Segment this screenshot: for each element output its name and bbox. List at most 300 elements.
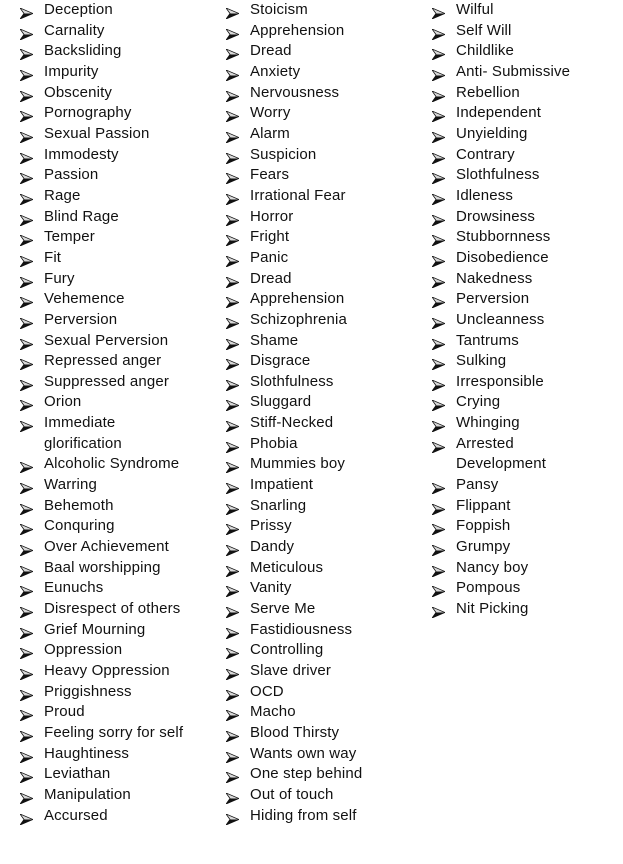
list-item-label: Perversion <box>44 310 118 328</box>
list-item-label: Tantrums <box>456 331 519 349</box>
arrowhead-bullet-icon <box>432 253 445 264</box>
arrowhead-bullet-icon <box>226 604 239 615</box>
list-item-label: Oppression <box>44 641 123 659</box>
arrowhead-bullet-icon <box>432 418 445 429</box>
list-item-label: Vanity <box>250 579 292 597</box>
list-item <box>432 83 622 104</box>
list-item <box>20 372 220 393</box>
list-item <box>20 207 220 228</box>
arrowhead-bullet-icon <box>20 563 33 574</box>
arrowhead-bullet-icon <box>432 129 445 140</box>
arrowhead-bullet-icon <box>20 397 33 408</box>
arrowhead-bullet-icon <box>226 294 239 305</box>
list-item-label: Apprehension <box>250 290 345 308</box>
list-item <box>20 558 220 579</box>
list-item <box>20 806 220 827</box>
arrowhead-bullet-icon <box>432 480 445 491</box>
arrowhead-bullet-icon <box>432 191 445 202</box>
list-item <box>226 454 426 475</box>
arrowhead-bullet-icon <box>20 749 33 760</box>
arrowhead-bullet-icon <box>226 707 239 718</box>
list-item <box>226 165 426 186</box>
list-item <box>432 578 622 599</box>
list-item <box>432 599 622 620</box>
list-item <box>226 351 426 372</box>
list-item <box>20 578 220 599</box>
list-item-label: Leviathan <box>44 765 111 783</box>
arrowhead-bullet-icon <box>20 645 33 656</box>
arrowhead-bullet-icon <box>20 253 33 264</box>
list-item-label: Suspicion <box>250 145 317 163</box>
list-item-label: Obscenity <box>44 83 113 101</box>
list-item <box>226 434 426 455</box>
arrowhead-bullet-icon <box>20 625 33 636</box>
arrowhead-bullet-icon <box>20 315 33 326</box>
list-item-label: Childlike <box>456 42 515 60</box>
list-item <box>432 41 622 62</box>
list-item <box>226 806 426 827</box>
list-item <box>20 351 220 372</box>
list-item-label: Slothfulness <box>250 372 334 390</box>
arrowhead-bullet-icon <box>226 397 239 408</box>
arrowhead-bullet-icon <box>226 356 239 367</box>
list-item <box>20 41 220 62</box>
list-item <box>226 392 426 413</box>
list-item <box>226 785 426 806</box>
list-item <box>226 744 426 765</box>
arrowhead-bullet-icon <box>20 212 33 223</box>
arrowhead-bullet-icon <box>20 377 33 388</box>
arrowhead-bullet-icon <box>20 418 33 429</box>
list-item <box>20 83 220 104</box>
list-item-label: Snarling <box>250 496 307 514</box>
arrowhead-bullet-icon <box>226 811 239 822</box>
arrowhead-bullet-icon <box>226 336 239 347</box>
list-item-label: Immodesty <box>44 145 119 163</box>
arrowhead-bullet-icon <box>432 315 445 326</box>
arrowhead-bullet-icon <box>432 604 445 615</box>
list-item <box>226 0 426 21</box>
list-item <box>20 103 220 124</box>
list-item <box>20 227 220 248</box>
arrowhead-bullet-icon <box>20 811 33 822</box>
list-item-label: Apprehension <box>250 21 345 39</box>
list-item-label: Shame <box>250 331 299 349</box>
list-item-label: Out of touch <box>250 785 334 803</box>
arrowhead-bullet-icon <box>20 542 33 553</box>
list-item-label: Panic <box>250 248 289 266</box>
arrowhead-bullet-icon <box>20 88 33 99</box>
arrowhead-bullet-icon <box>432 294 445 305</box>
list-item <box>20 599 220 620</box>
arrowhead-bullet-icon <box>226 542 239 553</box>
list-item-label: Alcoholic Syndrome <box>44 455 180 473</box>
list-item-label: Serve Me <box>250 600 316 618</box>
list-item <box>20 145 220 166</box>
list-item <box>20 475 220 496</box>
arrowhead-bullet-icon <box>226 191 239 202</box>
list-item <box>432 310 622 331</box>
arrowhead-bullet-icon <box>432 150 445 161</box>
list-item <box>20 165 220 186</box>
arrowhead-bullet-icon <box>226 728 239 739</box>
arrowhead-bullet-icon <box>432 88 445 99</box>
list-item-label: Disrespect of others <box>44 600 181 618</box>
list-item <box>20 785 220 806</box>
arrowhead-bullet-icon <box>432 108 445 119</box>
list-item-label: Impurity <box>44 62 99 80</box>
arrowhead-bullet-icon <box>226 5 239 16</box>
arrowhead-bullet-icon <box>226 439 239 450</box>
list-item-label: Grumpy <box>456 538 511 556</box>
list-item-label: Pompous <box>456 579 521 597</box>
list-item-label: Heavy Oppression <box>44 662 170 679</box>
arrowhead-bullet-icon <box>226 315 239 326</box>
list-item-label: Over Achievement <box>44 538 169 556</box>
list-item <box>20 248 220 269</box>
arrowhead-bullet-icon <box>20 707 33 718</box>
list-item <box>226 682 426 703</box>
list-item <box>20 331 220 352</box>
list-item-label: Grief Mourning <box>44 620 146 638</box>
list-item <box>226 578 426 599</box>
arrowhead-bullet-icon <box>432 274 445 285</box>
arrowhead-bullet-icon <box>226 46 239 57</box>
arrowhead-bullet-icon <box>20 356 33 367</box>
list-item-label: Foppish <box>456 517 511 535</box>
list-item-label: Phobia <box>250 434 298 452</box>
list-item-label: Blind Rage <box>44 207 119 225</box>
list-item-label: Idleness <box>456 186 514 204</box>
list-item-label: Impatient <box>250 476 314 494</box>
list-item <box>226 413 426 434</box>
list-item-label: Slave driver <box>250 662 331 679</box>
arrowhead-bullet-icon <box>432 5 445 16</box>
arrowhead-bullet-icon <box>226 563 239 574</box>
list-item-label: Nit Picking <box>456 600 529 618</box>
list-item-label: Stubbornness <box>456 228 551 246</box>
arrowhead-bullet-icon <box>20 604 33 615</box>
arrowhead-bullet-icon <box>432 521 445 532</box>
arrowhead-bullet-icon <box>226 212 239 223</box>
list-item <box>432 269 622 290</box>
arrowhead-bullet-icon <box>20 170 33 181</box>
list-item-label: Immediate glorification <box>44 414 122 452</box>
list-item-label: Prissy <box>250 517 292 535</box>
list-item <box>226 516 426 537</box>
arrowhead-bullet-icon <box>226 480 239 491</box>
arrowhead-bullet-icon <box>20 67 33 78</box>
list-item <box>432 62 622 83</box>
list-item <box>226 186 426 207</box>
list-item <box>432 558 622 579</box>
arrowhead-bullet-icon <box>20 769 33 780</box>
arrowhead-bullet-icon <box>20 521 33 532</box>
arrowhead-bullet-icon <box>20 501 33 512</box>
list-item-label: Crying <box>456 393 501 411</box>
arrowhead-bullet-icon <box>20 150 33 161</box>
list-item-label: Irresponsible <box>456 372 544 390</box>
list-item-label: Independent <box>456 104 542 122</box>
list-item <box>226 207 426 228</box>
list-item-label: Disgrace <box>250 352 311 370</box>
arrowhead-bullet-icon <box>226 108 239 119</box>
list-column-3 <box>432 0 622 620</box>
arrowhead-bullet-icon <box>432 583 445 594</box>
list-item <box>20 454 220 475</box>
list-item <box>20 764 220 785</box>
list-item <box>20 682 220 703</box>
list-item-label: Stiff-Necked <box>250 414 334 432</box>
list-item-label: Carnality <box>44 21 105 39</box>
list-column-2 <box>226 0 426 826</box>
list-item-label: Warring <box>44 476 98 494</box>
list-item <box>432 124 622 145</box>
list-item-label: Sexual Perversion <box>44 331 169 349</box>
list-item-label: Priggishness <box>44 682 132 700</box>
list-item-label: OCD <box>250 682 284 700</box>
arrowhead-bullet-icon <box>226 67 239 78</box>
list-item <box>20 124 220 145</box>
arrowhead-bullet-icon <box>432 67 445 78</box>
list-item <box>20 62 220 83</box>
arrowhead-bullet-icon <box>226 790 239 801</box>
list-item <box>226 248 426 269</box>
list-item-label: Slothfulness <box>456 166 540 184</box>
arrowhead-bullet-icon <box>226 645 239 656</box>
list-item <box>226 723 426 744</box>
list-item <box>226 124 426 145</box>
list-item-label: Rebellion <box>456 83 520 101</box>
list-item-label: Rage <box>44 186 81 204</box>
arrowhead-bullet-icon <box>432 356 445 367</box>
list-item-label: Controlling <box>250 641 324 659</box>
list-item-label: Wilful <box>456 1 494 18</box>
list-item <box>432 537 622 558</box>
list-item <box>432 392 622 413</box>
arrowhead-bullet-icon <box>432 542 445 553</box>
list-item-label: Drowsiness <box>456 207 536 225</box>
list-item <box>20 516 220 537</box>
list-item-label: Mummies boy <box>250 455 346 473</box>
arrowhead-bullet-icon <box>20 336 33 347</box>
list-item-label: Temper <box>44 228 95 246</box>
list-item-label: Proud <box>44 703 85 721</box>
list-item-label: Meticulous <box>250 558 324 576</box>
arrowhead-bullet-icon <box>226 418 239 429</box>
list-item <box>226 475 426 496</box>
list-item-label: Deception <box>44 1 113 18</box>
list-item-label: Fury <box>44 269 75 287</box>
arrowhead-bullet-icon <box>432 336 445 347</box>
list-item-label: Wants own way <box>250 744 357 762</box>
list-item <box>226 331 426 352</box>
list-item-label: Dandy <box>250 538 295 556</box>
list-item <box>226 289 426 310</box>
arrowhead-bullet-icon <box>226 232 239 243</box>
list-item-label: Repressed anger <box>44 352 162 370</box>
list-item <box>226 103 426 124</box>
arrowhead-bullet-icon <box>20 459 33 470</box>
list-item <box>432 103 622 124</box>
list-item-label: Uncleanness <box>456 310 545 328</box>
arrowhead-bullet-icon <box>226 377 239 388</box>
list-item <box>20 269 220 290</box>
arrowhead-bullet-icon <box>432 439 445 450</box>
list-item <box>20 289 220 310</box>
list-item <box>432 207 622 228</box>
list-item <box>226 496 426 517</box>
list-item <box>432 0 622 21</box>
list-item-label: Eunuchs <box>44 579 104 597</box>
arrowhead-bullet-icon <box>226 459 239 470</box>
arrowhead-bullet-icon <box>20 687 33 698</box>
arrowhead-bullet-icon <box>226 129 239 140</box>
list-item <box>20 21 220 42</box>
list-item <box>20 640 220 661</box>
list-item-label: Feeling sorry for self <box>44 723 184 741</box>
list-item-label: Dread <box>250 269 292 287</box>
arrowhead-bullet-icon <box>432 501 445 512</box>
list-item-label: Pornography <box>44 104 132 122</box>
list-item <box>226 558 426 579</box>
arrowhead-bullet-icon <box>432 232 445 243</box>
list-item <box>226 269 426 290</box>
arrowhead-bullet-icon <box>226 170 239 181</box>
arrowhead-bullet-icon <box>226 150 239 161</box>
list-item <box>432 186 622 207</box>
arrowhead-bullet-icon <box>20 666 33 677</box>
list-item <box>20 620 220 641</box>
list-item <box>20 392 220 413</box>
list-item <box>20 723 220 744</box>
list-item <box>432 475 622 496</box>
list-item-label: Fit <box>44 248 62 266</box>
list-item-label: Blood Thirsty <box>250 723 340 741</box>
list-item-label: Whinging <box>456 414 520 432</box>
list-item-label: Schizophrenia <box>250 310 348 328</box>
list-item-label: Passion <box>44 166 99 184</box>
list-item-label: Sulking <box>456 352 507 370</box>
list-item <box>226 62 426 83</box>
arrowhead-bullet-icon <box>226 88 239 99</box>
list-item-label: Anti- Submissive <box>456 62 571 80</box>
list-item-label: Suppressed anger <box>44 372 169 390</box>
arrowhead-bullet-icon <box>20 728 33 739</box>
list-item-label: Disobedience <box>456 248 549 266</box>
list-item-label: Nakedness <box>456 269 533 287</box>
list-item <box>20 186 220 207</box>
list-item-label: Horror <box>250 207 294 225</box>
arrowhead-bullet-icon <box>20 108 33 119</box>
list-item <box>226 21 426 42</box>
list-item-label: Haughtiness <box>44 744 130 762</box>
list-item <box>20 310 220 331</box>
arrowhead-bullet-icon <box>20 46 33 57</box>
list-item <box>432 496 622 517</box>
list-item-label: Dread <box>250 42 292 60</box>
arrowhead-bullet-icon <box>20 480 33 491</box>
list-item-label: Self Will <box>456 21 512 39</box>
arrowhead-bullet-icon <box>20 274 33 285</box>
list-item <box>20 661 220 682</box>
list-item-label: Manipulation <box>44 785 131 803</box>
arrowhead-bullet-icon <box>226 583 239 594</box>
list-item <box>226 145 426 166</box>
list-item-label: Orion <box>44 393 82 411</box>
arrowhead-bullet-icon <box>226 253 239 264</box>
list-item-label: One step behind <box>250 765 363 783</box>
list-item-label: Nervousness <box>250 83 340 101</box>
list-item-label: Alarm <box>250 124 290 142</box>
arrowhead-bullet-icon <box>226 687 239 698</box>
arrowhead-bullet-icon <box>20 26 33 37</box>
list-item <box>226 620 426 641</box>
list-item-label: Sexual Passion <box>44 124 150 142</box>
arrowhead-bullet-icon <box>20 232 33 243</box>
list-item <box>20 537 220 558</box>
list-item <box>432 372 622 393</box>
list-item-label: Fears <box>250 166 290 184</box>
list-item-label: Backsliding <box>44 42 122 60</box>
list-item <box>226 41 426 62</box>
list-item <box>432 227 622 248</box>
list-item-label: Unyielding <box>456 124 528 142</box>
list-item <box>20 0 220 21</box>
list-item <box>432 434 622 475</box>
list-item <box>20 413 220 454</box>
list-item-label: Perversion <box>456 290 530 308</box>
list-item <box>226 372 426 393</box>
list-item <box>20 496 220 517</box>
list-item-label: Conquring <box>44 517 115 535</box>
list-item <box>226 227 426 248</box>
arrowhead-bullet-icon <box>226 501 239 512</box>
list-item-label: Hiding from self <box>250 806 357 824</box>
list-item <box>432 516 622 537</box>
list-item <box>226 83 426 104</box>
list-item <box>226 599 426 620</box>
arrowhead-bullet-icon <box>432 46 445 57</box>
list-item-label: Behemoth <box>44 496 114 514</box>
list-item <box>432 248 622 269</box>
list-item <box>432 165 622 186</box>
list-item <box>226 702 426 723</box>
list-item-label: Worry <box>250 104 291 122</box>
list-item-label: Irrational Fear <box>250 186 346 204</box>
arrowhead-bullet-icon <box>432 26 445 37</box>
list-item-label: Accursed <box>44 806 108 824</box>
arrowhead-bullet-icon <box>432 397 445 408</box>
list-item <box>226 310 426 331</box>
list-item-label: Baal worshipping <box>44 558 161 576</box>
arrowhead-bullet-icon <box>226 625 239 636</box>
list-item-label: Fright <box>250 228 290 246</box>
arrowhead-bullet-icon <box>20 790 33 801</box>
list-item <box>226 661 426 682</box>
list-item-label: Pansy <box>456 476 499 494</box>
arrowhead-bullet-icon <box>432 563 445 574</box>
list-item-label: Arrested Development <box>456 434 547 473</box>
list-item <box>226 537 426 558</box>
arrowhead-bullet-icon <box>20 129 33 140</box>
list-item-label: Contrary <box>456 145 515 163</box>
list-item <box>20 744 220 765</box>
arrowhead-bullet-icon <box>20 294 33 305</box>
list-item <box>432 413 622 434</box>
arrowhead-bullet-icon <box>226 521 239 532</box>
list-column-1 <box>20 0 220 826</box>
